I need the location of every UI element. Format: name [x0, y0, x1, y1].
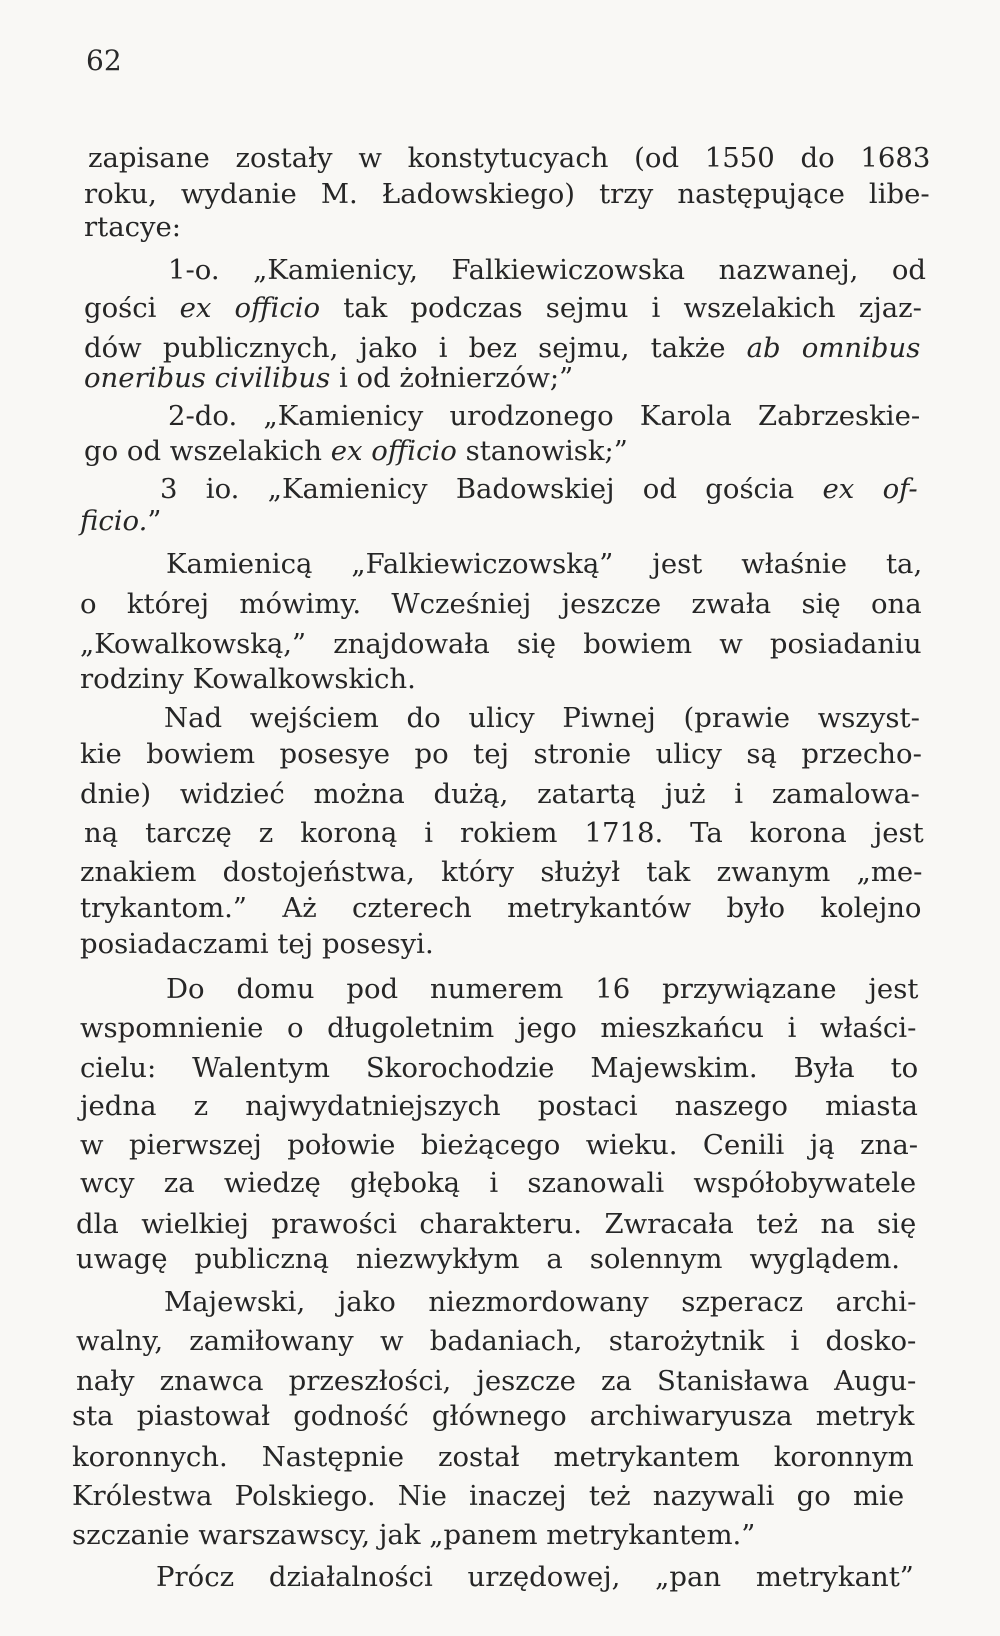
text-line: ficio.” — [80, 505, 162, 537]
text-line: koronnych. Następnie został metrykantem koronnym — [72, 1441, 914, 1473]
text-line: cielu: Walentym Skorochodzie Majewskim. Była to — [80, 1052, 919, 1084]
page-number: 62 — [86, 44, 122, 77]
text-line: o której mówimy. Wcześniej jeszcze zwała się ona — [80, 588, 922, 620]
text-line: ną tarczę z koroną i rokiem 1718. Ta korona jest — [84, 817, 924, 849]
text-line: dla wielkiej prawości charakteru. Zwracała też na się — [76, 1208, 917, 1240]
text-line: go od wszelakich ex officio stanowisk;” — [84, 435, 628, 467]
text-line: rtacye: — [84, 211, 182, 243]
text-line: Kamienicą „Falkiewiczowską” jest właśnie ta, — [166, 548, 923, 580]
text-line: 1-o. „Kamienicy, Falkiewiczowska nazwanej, od — [168, 254, 927, 286]
text-line: Nad wejściem do ulicy Piwnej (prawie wszyst- — [164, 702, 920, 734]
text-line: 3 io. „Kamienicy Badowskiej od gościa ex of- — [160, 473, 918, 505]
text-line: szczanie warszawscy, jak „panem metrykantem.” — [72, 1519, 756, 1551]
text-line: uwagę publiczną niezwykłym a solennym wyglądem. — [76, 1243, 901, 1275]
text-line: oneribus civilibus i od żołnierzów;” — [84, 362, 574, 394]
text-line: dów publicznych, jako i bez sejmu, także ab omnibus — [84, 332, 921, 364]
text-line: zapisane zostały w konstytucyach (od 1550 do 1683 — [88, 142, 931, 174]
text-line: trykantom.” Aż czterech metrykantów było kolejno — [80, 892, 922, 924]
text-line: posiadaczami tej posesyi. — [80, 928, 434, 960]
text-line: nały znawca przeszłości, jeszcze za Stanisława Augu- — [76, 1365, 917, 1397]
text-line: gości ex officio tak podczas sejmu i wszelakich zjaz- — [84, 292, 922, 324]
text-line: sta piastował godność głównego archiwaryusza metryk — [72, 1400, 915, 1432]
text-line: dnie) widzieć można dużą, zatartą już i zamalowa- — [80, 778, 920, 810]
text-line: Majewski, jako niezmordowany szperacz archi- — [164, 1286, 917, 1318]
text-line: wcy za wiedzę głęboką i szanowali współobywatele — [80, 1167, 917, 1199]
text-line: „Kowalkowską,” znajdowała się bowiem w posiadaniu — [80, 628, 922, 660]
text-line: znakiem dostojeństwa, który służył tak zwanym „me- — [80, 856, 923, 888]
text-line: roku, wydanie M. Ładowskiego) trzy następujące libe- — [84, 178, 930, 210]
text-line: 2-do. „Kamienicy urodzonego Karola Zabrzeskie- — [168, 400, 921, 432]
text-line: walny, zamiłowany w badaniach, starożytnik i dosko- — [76, 1325, 917, 1357]
text-line: Do domu pod numerem 16 przywiązane jest — [166, 973, 919, 1005]
text-line: jedna z najwydatniejszych postaci naszego miasta — [80, 1090, 918, 1122]
text-line: w pierwszej połowie bieżącego wieku. Cenili ją zna- — [80, 1129, 919, 1161]
text-line: Prócz działalności urzędowej, „pan metrykant” — [156, 1561, 914, 1593]
text-line: wspomnienie o długoletnim jego mieszkańcu i właści- — [80, 1012, 917, 1044]
text-line: kie bowiem posesye po tej stronie ulicy są przecho- — [80, 738, 922, 770]
text-line: rodziny Kowalkowskich. — [80, 663, 416, 695]
text-line: Królestwa Polskiego. Nie inaczej też nazywali go mie — [72, 1480, 905, 1512]
